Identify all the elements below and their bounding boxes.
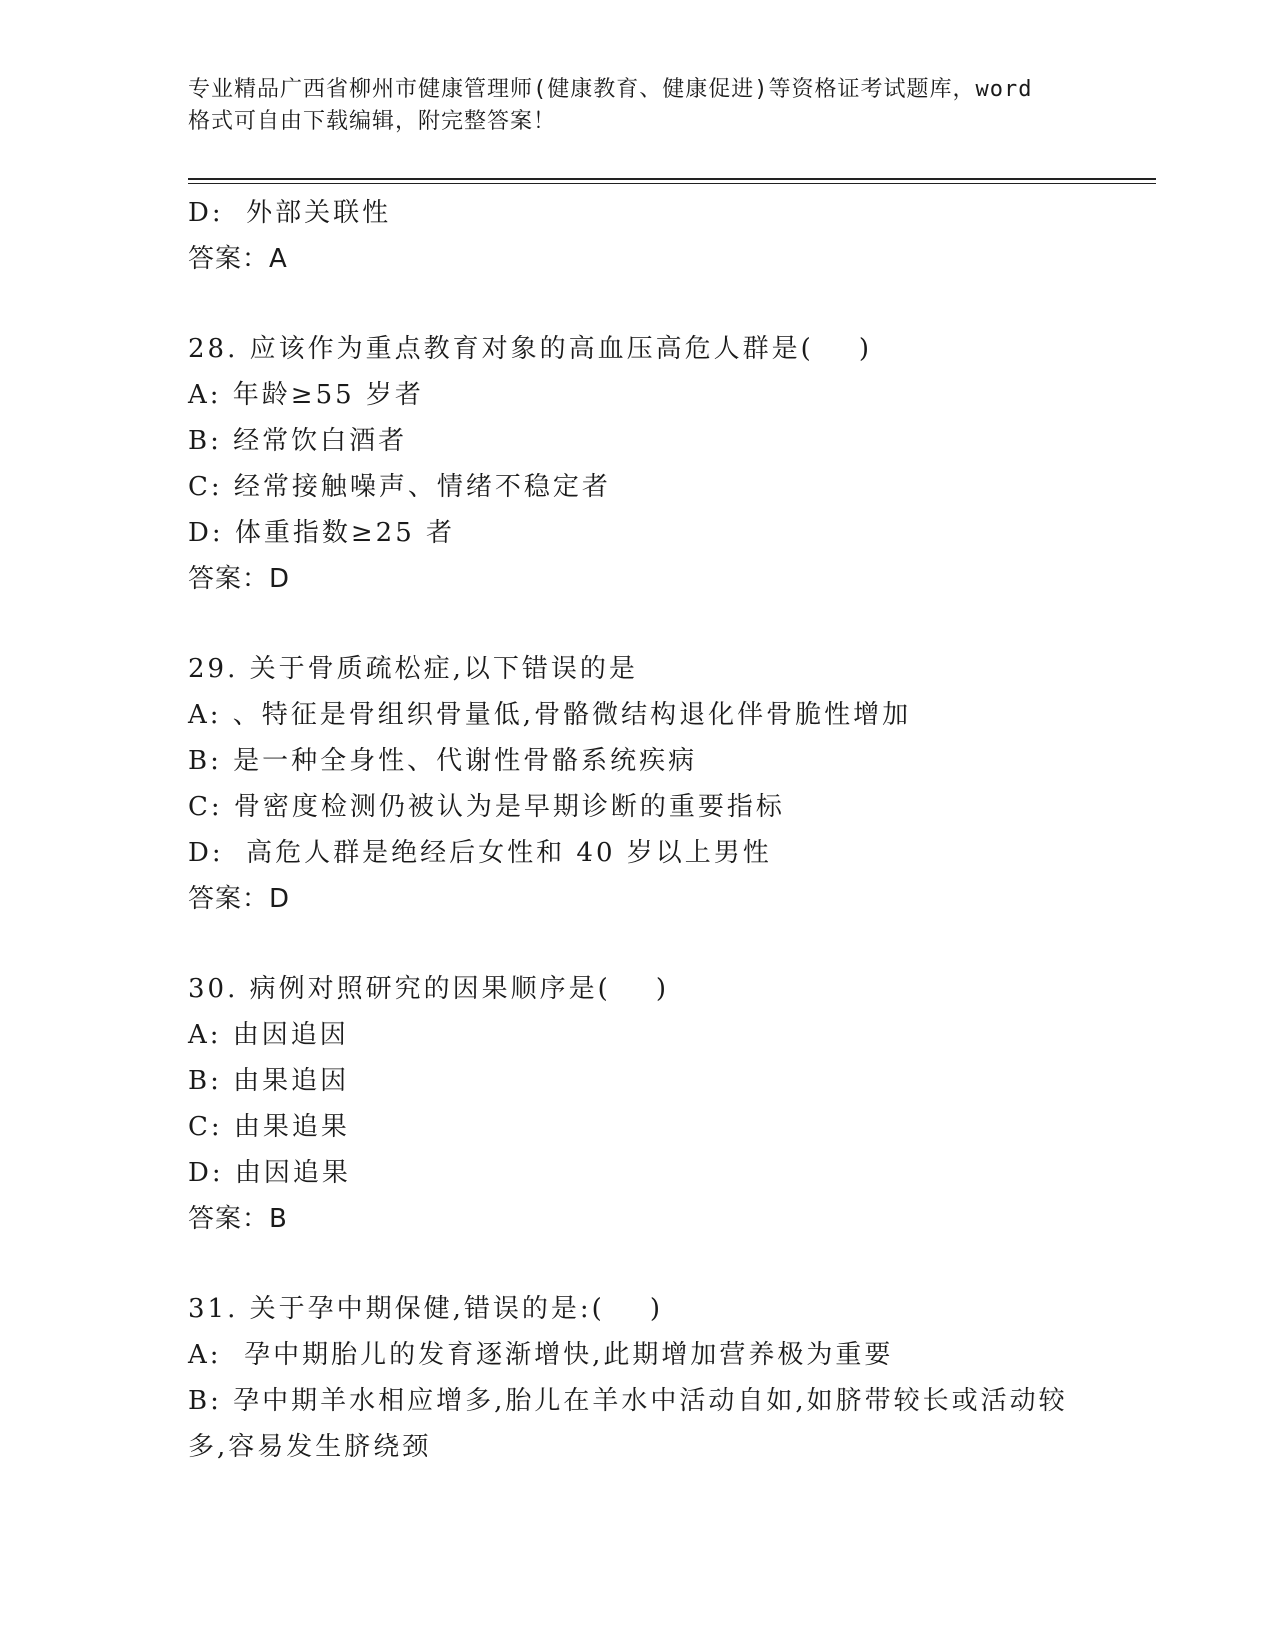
- option-b: B: 是一种全身性、代谢性骨骼系统疾病: [188, 746, 698, 776]
- header-divider-thick: [188, 178, 1156, 180]
- option-d: D: 体重指数≥25 者: [188, 518, 456, 548]
- question-text: 31. 关于孕中期保健,错误的是:( ): [188, 1294, 663, 1324]
- answer-line: 答案：D: [188, 564, 291, 594]
- previous-question-tail: [188, 190, 1088, 282]
- option-c: C: 骨密度检测仍被认为是早期诊断的重要指标: [188, 792, 785, 822]
- question-29: [188, 646, 1088, 922]
- option-b: B: 孕中期羊水相应增多,胎儿在羊水中活动自如,如脐带较长或活动较多,容易发生脐绕颈: [188, 1386, 1068, 1462]
- answer-line: 答案：D: [188, 884, 291, 914]
- question-text: 29. 关于骨质疏松症,以下错误的是: [188, 654, 638, 684]
- option-d: D: 由因追果: [188, 1158, 351, 1188]
- option-d: D: 外部关联性: [188, 198, 392, 228]
- header-line-2: 格式可自由下载编辑，附完整答案！: [188, 109, 557, 134]
- option-b: B: 经常饮白酒者: [188, 426, 408, 456]
- option-a: A: 、特征是骨组织骨量低,骨骼微结构退化伴骨脆性增加: [188, 700, 912, 730]
- option-a: A: 孕中期胎儿的发育逐渐增快,此期增加营养极为重要: [188, 1340, 894, 1370]
- question-31: [188, 1286, 1088, 1470]
- question-list: [188, 190, 1088, 1470]
- option-a: A: 年龄≥55 岁者: [188, 380, 424, 410]
- question-30: [188, 966, 1088, 1242]
- header-divider-thin: [188, 183, 1156, 184]
- question-text: 28. 应该作为重点教育对象的高血压高危人群是( ): [188, 334, 872, 364]
- header-line-1: 专业精品广西省柳州市健康管理师(健康教育、健康促进)等资格证考试题库，word: [188, 77, 1033, 102]
- option-c: C: 由果追果: [188, 1112, 350, 1142]
- option-d: D: 高危人群是绝经后女性和 40 岁以上男性: [188, 838, 772, 868]
- option-b: B: 由果追因: [188, 1066, 350, 1096]
- question-text: 30. 病例对照研究的因果顺序是( ): [188, 974, 669, 1004]
- answer-line: 答案：B: [188, 1204, 288, 1234]
- answer-line: 答案：A: [188, 244, 288, 274]
- option-c: C: 经常接触噪声、情绪不稳定者: [188, 472, 611, 502]
- document-header: [188, 74, 1088, 138]
- question-28: [188, 326, 1088, 602]
- option-a: A: 由因追因: [188, 1020, 349, 1050]
